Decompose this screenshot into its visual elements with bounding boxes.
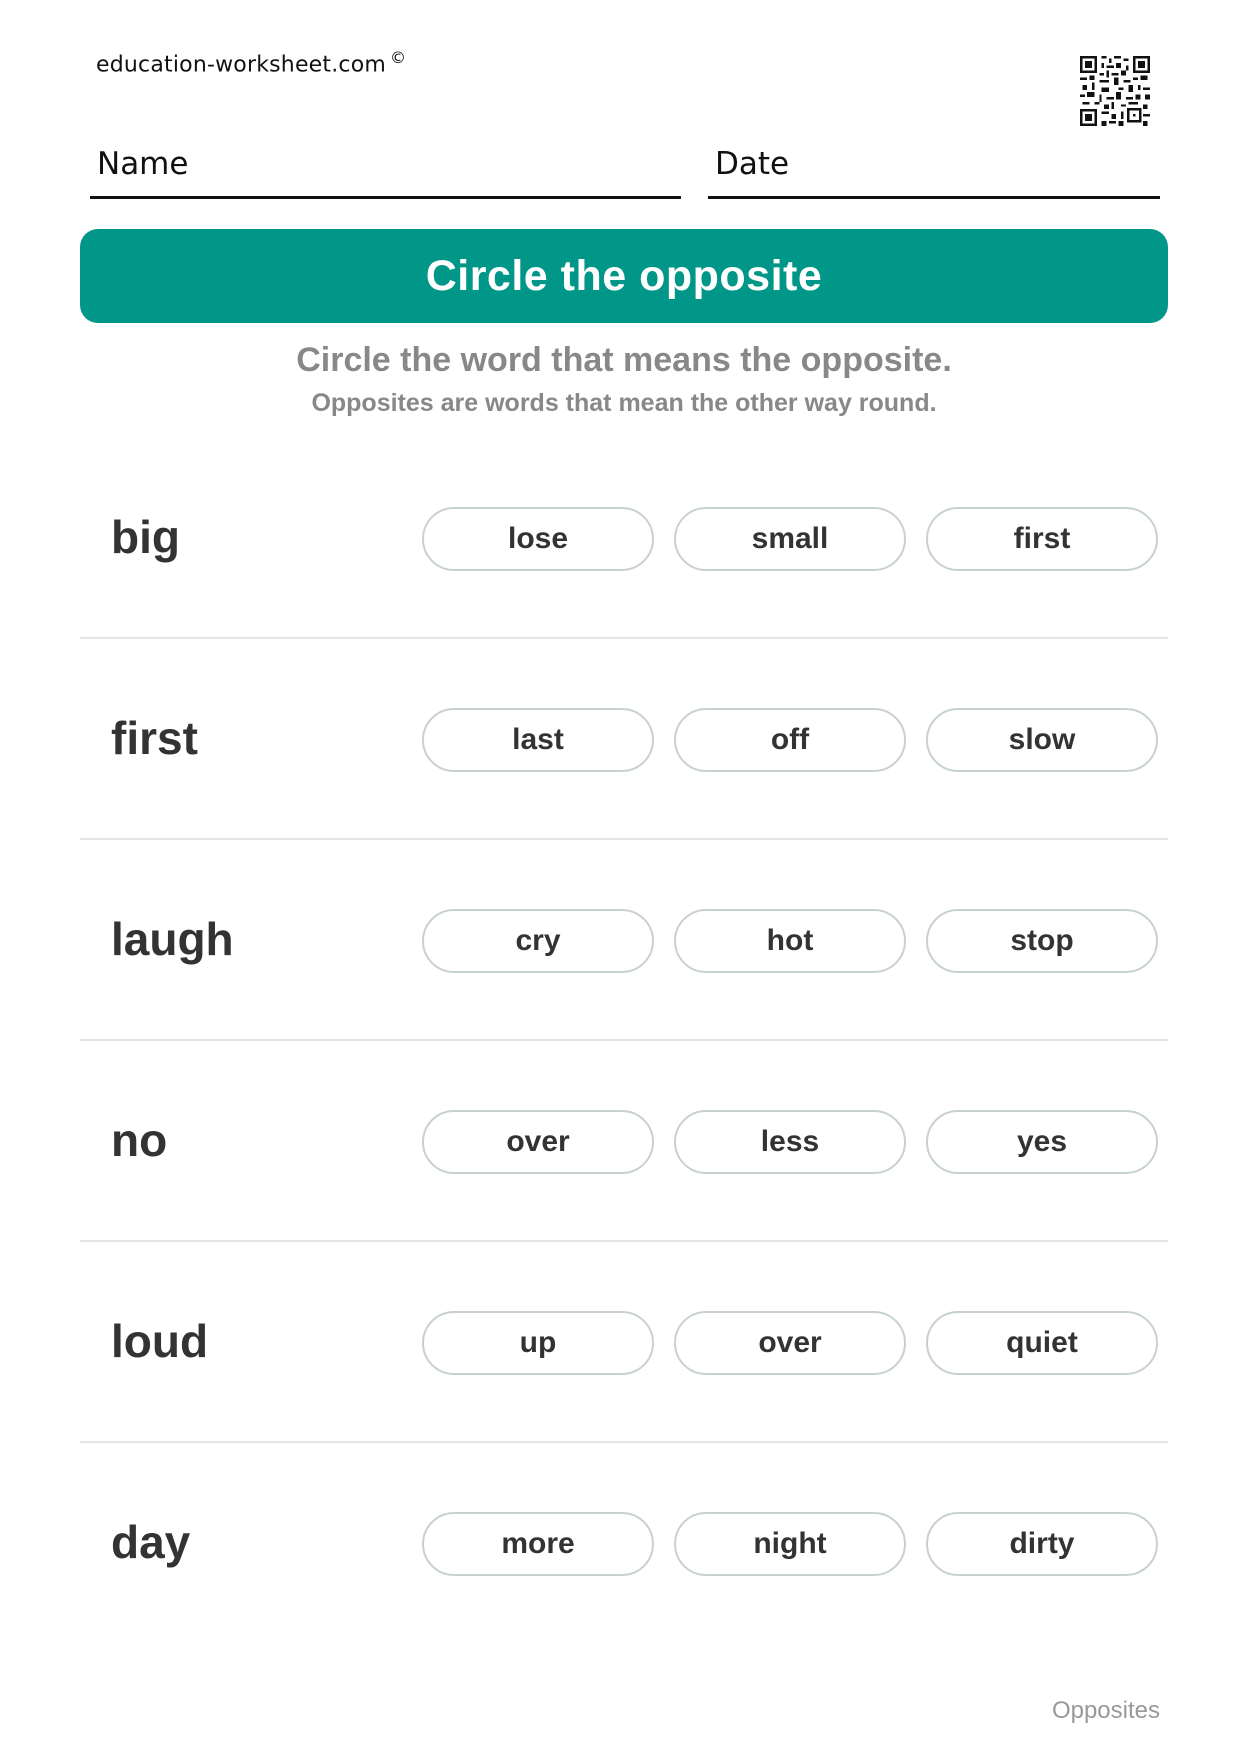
choice-option[interactable]: hot: [674, 909, 906, 973]
choice-option[interactable]: yes: [926, 1110, 1158, 1174]
question-row: [80, 1041, 1168, 1242]
question-row: [80, 1242, 1168, 1443]
choice-option[interactable]: over: [422, 1110, 654, 1174]
page-title: Circle the opposite: [425, 251, 823, 300]
choice-option[interactable]: stop: [926, 909, 1158, 973]
choice-option[interactable]: more: [422, 1512, 654, 1576]
name-label: Name: [97, 146, 189, 182]
choice-option[interactable]: dirty: [926, 1512, 1158, 1576]
footer-topic: Opposites: [1051, 1697, 1160, 1724]
question-row: [80, 1443, 1168, 1644]
date-field[interactable]: [708, 140, 1160, 199]
date-label: Date: [715, 146, 790, 182]
instruction-main: Circle the word that means the opposite.: [296, 341, 952, 379]
name-field[interactable]: [90, 140, 681, 199]
target-word: big: [111, 511, 180, 563]
choice-option[interactable]: lose: [422, 507, 654, 571]
qr-code-icon: [1080, 56, 1150, 126]
choice-option[interactable]: first: [926, 507, 1158, 571]
title-banner: [80, 229, 1168, 323]
target-word: first: [111, 712, 198, 764]
site-name-text: education-worksheet.com: [96, 52, 387, 78]
question-row: [80, 639, 1168, 840]
choice-option[interactable]: off: [674, 708, 906, 772]
choice-option[interactable]: last: [422, 708, 654, 772]
question-row: [80, 438, 1168, 639]
choice-option[interactable]: small: [674, 507, 906, 571]
choice-option[interactable]: over: [674, 1311, 906, 1375]
target-word: day: [111, 1516, 191, 1568]
choice-option[interactable]: up: [422, 1311, 654, 1375]
question-row: [80, 840, 1168, 1041]
target-word: no: [111, 1114, 168, 1166]
choice-option[interactable]: cry: [422, 909, 654, 973]
choice-option[interactable]: quiet: [926, 1311, 1158, 1375]
choice-option[interactable]: night: [674, 1512, 906, 1576]
site-name: [96, 48, 406, 77]
target-word: loud: [111, 1315, 209, 1367]
instruction-sub: Opposites are words that mean the other way round.: [311, 389, 937, 417]
choice-option[interactable]: slow: [926, 708, 1158, 772]
question-list: [80, 438, 1168, 1644]
target-word: laugh: [111, 913, 234, 965]
choice-option[interactable]: less: [674, 1110, 906, 1174]
copyright-symbol: ©: [390, 48, 407, 67]
